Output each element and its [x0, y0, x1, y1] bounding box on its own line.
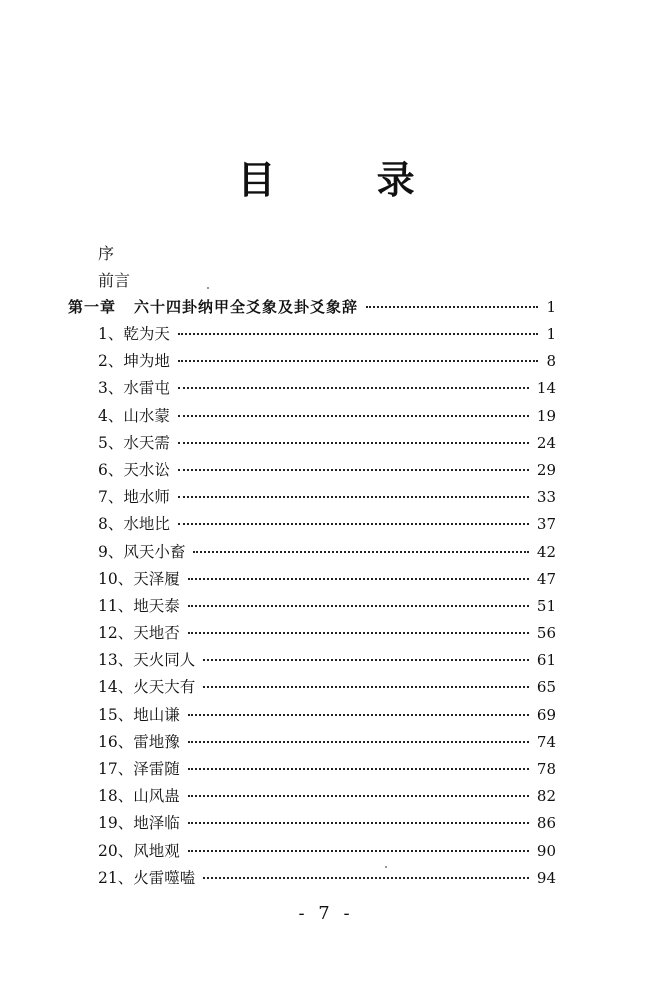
dot-leader — [188, 605, 529, 607]
toc-entry-page-number: 24 — [536, 433, 556, 452]
dot-leader — [188, 768, 529, 770]
toc-entry-label: 11、地天泰 — [98, 596, 180, 615]
toc-entry — [98, 569, 556, 596]
toc-entry-page-number: 8 — [546, 352, 556, 371]
toc-entry-label: 14、火天大有 — [98, 678, 196, 697]
toc-entry-label: 7、地水师 — [98, 488, 170, 507]
print-speck — [385, 866, 387, 868]
toc-entry — [98, 786, 556, 813]
toc-entry-label: 3、水雷屯 — [98, 379, 170, 398]
dot-leader — [178, 442, 529, 444]
dot-leader — [188, 741, 529, 743]
toc-entry-page-number: 37 — [536, 515, 556, 534]
toc-entry — [98, 677, 556, 704]
toc-preface: 序 — [98, 244, 115, 263]
toc-entry-page-number: 82 — [536, 787, 556, 806]
dot-leader — [188, 714, 529, 716]
toc-entry-label: 13、天火同人 — [98, 651, 196, 670]
toc-entry-label: 15、地山谦 — [98, 705, 180, 724]
toc-entry — [98, 623, 556, 650]
toc-entry-page-number: 14 — [536, 379, 556, 398]
toc-entry — [98, 433, 556, 460]
dot-leader — [203, 659, 529, 661]
toc-entry — [98, 514, 556, 541]
toc-chapter-heading — [68, 297, 556, 317]
toc-entry-page-number: 78 — [536, 760, 556, 778]
toc-entry — [98, 841, 556, 868]
toc-entry-page-number: 51 — [536, 596, 556, 615]
dot-leader — [178, 415, 529, 417]
chapter-title: 六十四卦纳甲全爻象及卦爻象辞 — [134, 298, 359, 316]
toc-list — [98, 324, 556, 895]
toc-entry — [98, 487, 556, 514]
dot-leader — [188, 795, 529, 797]
toc-entry — [98, 759, 556, 786]
chapter-page-number: 1 — [546, 298, 556, 316]
toc-entry-page-number: 42 — [536, 542, 556, 561]
toc-entry-label: 17、泽雷随 — [98, 760, 180, 778]
toc-entry — [98, 542, 556, 569]
toc-entry-label: 12、天地否 — [98, 624, 180, 643]
dot-leader — [178, 523, 529, 525]
toc-entry-page-number: 65 — [536, 678, 556, 697]
toc-entry — [98, 406, 556, 433]
toc-entry-label: 19、地泽临 — [98, 814, 180, 833]
toc-entry — [98, 460, 556, 487]
dot-leader — [178, 360, 539, 362]
dot-leader — [188, 632, 529, 634]
dot-leader — [188, 850, 529, 852]
toc-entry — [98, 705, 556, 732]
toc-entry-page-number: 33 — [536, 488, 556, 507]
dot-leader — [178, 469, 529, 471]
toc-entry-page-number: 1 — [546, 325, 556, 343]
dot-leader — [203, 877, 529, 879]
toc-entry-page-number: 86 — [536, 814, 556, 833]
toc-entry — [98, 868, 556, 895]
toc-entry — [98, 596, 556, 623]
dot-leader — [188, 822, 529, 824]
dot-leader — [193, 551, 529, 553]
toc-foreword: 前言 — [98, 271, 131, 290]
dot-leader — [178, 333, 539, 335]
toc-entry — [98, 324, 556, 351]
toc-entry-page-number: 56 — [536, 624, 556, 643]
toc-entry-page-number: 29 — [536, 460, 556, 479]
toc-entry — [98, 378, 556, 405]
toc-entry-label: 18、山风蛊 — [98, 787, 180, 806]
toc-entry-label: 4、山水蒙 — [98, 406, 170, 425]
toc-entry — [98, 351, 556, 378]
toc-entry-page-number: 74 — [536, 732, 556, 751]
dot-leader — [203, 686, 529, 688]
toc-entry-page-number: 19 — [536, 406, 556, 425]
dot-leader — [188, 578, 529, 580]
toc-entry-page-number: 94 — [536, 868, 556, 887]
dot-leader — [178, 387, 529, 389]
toc-entry-label: 10、天泽履 — [98, 569, 180, 588]
toc-entry-label: 5、水天需 — [98, 433, 170, 452]
toc-entry-page-number: 47 — [536, 569, 556, 588]
toc-entry-label: 16、雷地豫 — [98, 732, 180, 751]
page-title: 目 录 — [237, 158, 459, 202]
toc-entry — [98, 813, 556, 840]
toc-entry-label: 6、天水讼 — [98, 460, 170, 479]
toc-entry-page-number: 90 — [536, 841, 556, 860]
toc-entry-label: 1、乾为天 — [98, 325, 170, 343]
dot-leader — [366, 306, 538, 308]
toc-entry-label: 2、坤为地 — [98, 352, 170, 371]
toc-entry-label: 20、风地观 — [98, 841, 180, 860]
dot-leader — [178, 496, 529, 498]
toc-entry-label: 21、火雷噬嗑 — [98, 868, 196, 887]
toc-entry-page-number: 69 — [536, 705, 556, 724]
toc-entry — [98, 650, 556, 677]
toc-entry-page-number: 61 — [536, 651, 556, 670]
page-number: - 7 - — [298, 903, 354, 924]
toc-entry-label: 9、风天小畜 — [98, 542, 186, 561]
toc-entry — [98, 732, 556, 759]
print-speck — [207, 287, 209, 289]
toc-entry-label: 8、水地比 — [98, 515, 170, 534]
chapter-label: 第一章 — [68, 298, 117, 316]
